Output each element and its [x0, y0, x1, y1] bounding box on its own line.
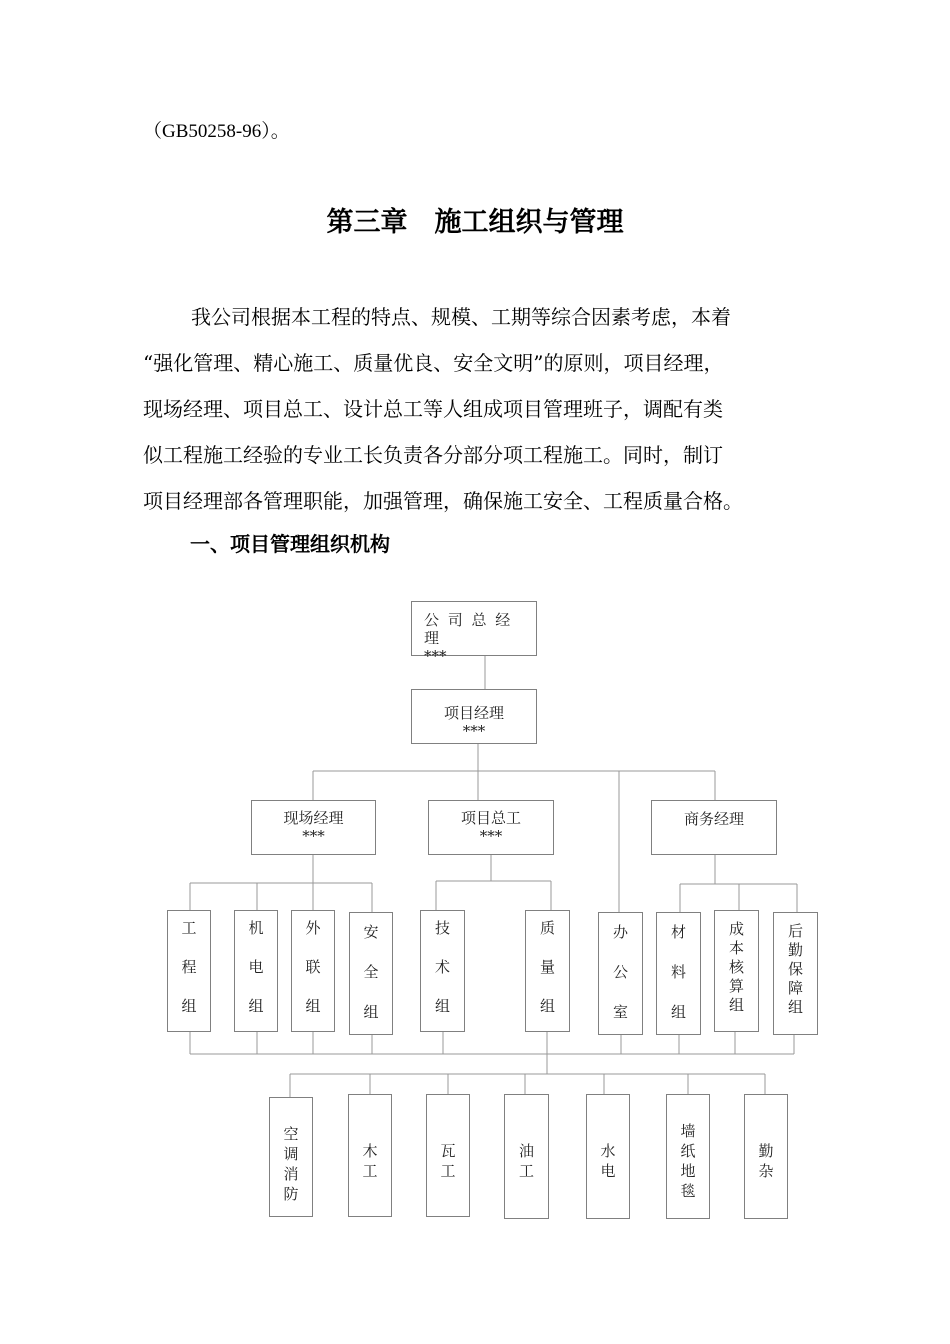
painting-team-box — [504, 1094, 549, 1219]
group-char: 电 — [248, 958, 264, 976]
group-char: 组 — [539, 997, 555, 1015]
group-char: 核 — [728, 958, 744, 976]
site-manager-title: 现场经理 — [283, 809, 344, 827]
hvac-fire-team-box — [269, 1097, 313, 1217]
chapter-title: 第三章 施工组织与管理 — [326, 207, 624, 238]
group-char: 组 — [787, 998, 803, 1016]
wallpaper-carpet-team-box — [666, 1094, 710, 1219]
trade-char: 工 — [362, 1162, 378, 1180]
group-char: 组 — [728, 996, 744, 1014]
group-char: 勤 — [787, 941, 803, 959]
group-char: 量 — [539, 958, 555, 976]
project-manager-title: 项目经理 — [443, 704, 504, 722]
masonry-team-box — [426, 1094, 470, 1217]
group-char: 技 — [434, 919, 450, 937]
group-char: 障 — [787, 979, 803, 997]
mech-elec-group-box — [234, 910, 278, 1032]
group-char: 组 — [248, 997, 264, 1015]
business-manager-title: 商务经理 — [683, 810, 744, 828]
group-char: 术 — [434, 958, 450, 976]
group-char: 外 — [305, 919, 321, 937]
trade-char: 毯 — [680, 1182, 696, 1200]
logistics-group-box — [773, 912, 818, 1035]
group-char: 组 — [363, 1003, 379, 1021]
group-char: 室 — [612, 1003, 628, 1021]
project-manager-name: *** — [462, 722, 486, 740]
paragraph-line: 项目经理部各管理职能，加强管理，确保施工安全、工程质量合格。 — [143, 489, 743, 513]
paragraph-line: “强化管理、精心施工、质量优良、安全文明”的原则，项目经理， — [143, 351, 724, 375]
group-char: 联 — [305, 958, 321, 976]
engineering-group-box — [167, 910, 211, 1032]
site-manager-box — [251, 800, 376, 855]
group-char: 办 — [612, 923, 628, 941]
project-manager-box — [411, 689, 537, 744]
group-char: 料 — [670, 963, 686, 981]
cost-accounting-group-box — [714, 910, 759, 1032]
trade-char: 消 — [283, 1165, 299, 1183]
trade-char: 勤 — [758, 1142, 774, 1160]
standard-reference: （GB50258-96）。 — [143, 121, 290, 142]
chief-engineer-title: 项目总工 — [460, 809, 521, 827]
trade-char: 地 — [680, 1162, 696, 1180]
group-char: 组 — [305, 997, 321, 1015]
group-char: 组 — [434, 997, 450, 1015]
business-manager-box — [651, 800, 777, 855]
group-char: 组 — [181, 997, 197, 1015]
technical-group-box — [420, 910, 465, 1032]
trade-char: 防 — [283, 1185, 299, 1203]
group-char: 算 — [728, 977, 744, 995]
group-char: 保 — [787, 960, 803, 978]
paragraph-line: 我公司根据本工程的特点、规模、工期等综合因素考虑，本着 — [191, 305, 731, 329]
group-char: 机 — [248, 919, 264, 937]
plumbing-electric-team-box — [586, 1094, 630, 1219]
external-group-box — [291, 910, 335, 1032]
group-char: 工 — [181, 919, 197, 937]
trade-char: 墙 — [680, 1122, 696, 1140]
trade-char: 工 — [518, 1162, 534, 1180]
trade-char: 杂 — [758, 1162, 774, 1180]
general-manager-box — [411, 601, 537, 665]
paragraph-line: 现场经理、项目总工、设计总工等人组成项目管理班子，调配有类 — [143, 397, 723, 421]
group-char: 全 — [363, 963, 379, 981]
group-char: 组 — [670, 1003, 686, 1021]
trade-char: 空 — [283, 1125, 299, 1143]
group-char: 成 — [728, 920, 744, 938]
trade-char: 调 — [283, 1145, 299, 1163]
group-char: 公 — [612, 963, 628, 981]
section-heading: 一、项目管理组织机构 — [190, 532, 390, 556]
office-box — [598, 912, 643, 1035]
safety-group-box — [349, 912, 393, 1035]
quality-group-box — [525, 910, 570, 1032]
group-char: 本 — [728, 939, 744, 957]
group-char: 安 — [363, 923, 379, 941]
misc-team-box — [744, 1094, 788, 1219]
carpentry-team-box — [348, 1094, 392, 1217]
trade-char: 水 — [600, 1142, 616, 1160]
general-manager-title: 公 司 总 经 理 — [424, 611, 513, 647]
trade-char: 木 — [362, 1142, 378, 1160]
trade-char: 瓦 — [440, 1142, 456, 1160]
trade-char: 工 — [440, 1162, 456, 1180]
chief-engineer-name: *** — [479, 827, 503, 845]
trade-char: 油 — [518, 1142, 534, 1160]
chief-engineer-box — [428, 800, 554, 855]
materials-group-box — [656, 912, 701, 1035]
general-manager-name: *** — [424, 647, 447, 665]
trade-char: 电 — [600, 1162, 616, 1180]
trade-char: 纸 — [680, 1142, 696, 1160]
group-char: 材 — [670, 923, 686, 941]
site-manager-name: *** — [302, 827, 325, 845]
group-char: 后 — [787, 922, 803, 940]
group-char: 质 — [539, 919, 555, 937]
group-char: 程 — [181, 958, 197, 976]
paragraph-line: 似工程施工经验的专业工长负责各分部分项工程施工。同时，制订 — [143, 443, 723, 467]
